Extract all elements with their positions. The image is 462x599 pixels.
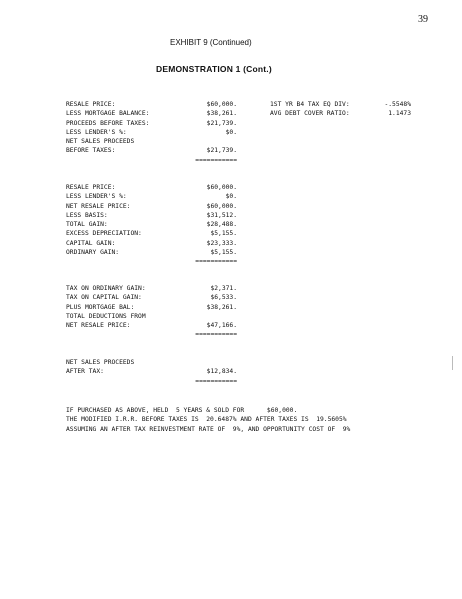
table-row [66,220,237,229]
row-value: $21,739. [206,147,237,155]
total-separator: =========== [195,258,237,266]
proceeds-before-tax-block [66,100,237,165]
row-label: RESALE PRICE: [66,184,116,191]
summary-line-1: IF PURCHASED AS ABOVE, HELD 5 YEARS & SOLD FOR $60,000. [66,407,298,414]
table-row [66,183,237,192]
row-label: LESS LENDER'S %: [66,128,127,136]
table-row [66,303,237,312]
after-tax-proceeds-block [66,358,237,386]
table-row [66,211,237,220]
exhibit-title: EXHIBIT 9 (Continued) [170,38,252,47]
row-value: $60,000. [206,184,237,191]
table-row [66,284,237,293]
table-row [66,109,237,118]
ratio-label: 1ST YR B4 TAX EQ DIV: [270,101,350,108]
row-label: BEFORE TAXES: [66,147,116,155]
row-value: $2,371. [210,285,237,292]
table-row [66,248,237,257]
row-value: $31,512. [206,211,237,219]
row-label: TOTAL GAIN: [66,221,108,229]
row-value: $28,488. [206,221,237,229]
ratio-value: 1.1473 [388,110,411,118]
row-value: $47,166. [206,322,237,330]
row-label: NET RESALE PRICE: [66,202,131,210]
table-row [66,321,237,330]
demonstration-title: DEMONSTRATION 1 (Cont.) [156,64,272,74]
table-row [66,293,237,302]
total-separator: =========== [195,331,237,339]
row-label: TAX ON CAPITAL GAIN: [66,294,142,302]
tax-deductions-block [66,284,237,340]
summary-block [66,406,396,434]
ratio-row [270,100,411,109]
summary-line-3: ASSUMING AN AFTER TAX REINVESTMENT RATE OF 9%, AND OPPORTUNITY COST OF 9% [66,425,351,433]
row-label: TOTAL DEDUCTIONS FROM [66,312,146,320]
table-row [66,192,237,201]
table-row [66,137,237,146]
total-separator: =========== [195,377,237,385]
row-value: $0. [225,193,237,201]
row-label: NET RESALE PRICE: [66,322,131,330]
row-label: EXCESS DEPRECIATION: [66,230,142,238]
table-row [66,100,237,109]
row-value: $6,533. [210,294,237,302]
table-row [66,239,237,248]
row-value: $21,739. [206,119,237,127]
row-label: LESS LENDER'S %: [66,193,127,201]
row-value: $12,834. [206,368,237,376]
row-value: $0. [225,128,237,136]
ratio-value: -.5548% [384,101,411,108]
table-row [66,312,237,321]
row-label: PROCEEDS BEFORE TAXES: [66,119,150,127]
table-row [66,128,237,137]
row-label: LESS BASIS: [66,211,108,219]
row-value: $38,261. [206,110,237,118]
row-label: NET SALES PROCEEDS [66,359,135,366]
table-row [66,358,237,367]
scan-edge-mark [452,356,453,370]
row-label: PLUS MORTGAGE BAL: [66,303,135,311]
table-row [66,367,237,376]
page-number: 39 [418,14,428,25]
gain-calculation-block [66,183,237,267]
row-label: AFTER TAX: [66,368,104,376]
row-value: $60,000. [206,202,237,210]
row-label: TAX ON ORDINARY GAIN: [66,285,146,292]
row-label: CAPITAL GAIN: [66,239,116,247]
row-value: $23,333. [206,239,237,247]
row-label: RESALE PRICE: [66,101,116,108]
table-row [66,202,237,211]
table-row [66,229,237,238]
ratio-label: AVG DEBT COVER RATIO: [270,110,350,118]
summary-line-2: THE MODIFIED I.R.R. BEFORE TAXES IS 20.6487% AND AFTER TAXES IS 19.5605% [66,416,347,424]
row-value: $5,155. [210,230,237,238]
row-value: $38,261. [206,303,237,311]
total-separator: =========== [195,156,237,164]
row-label: LESS MORTGAGE BALANCE: [66,110,150,118]
table-row [66,119,237,128]
row-value: $60,000. [206,101,237,108]
ratio-row [270,109,411,118]
row-value: $5,155. [210,249,237,257]
row-label: NET SALES PROCEEDS [66,138,135,146]
ratios-block [270,100,411,119]
table-row [66,146,237,155]
row-label: ORDINARY GAIN: [66,249,120,257]
